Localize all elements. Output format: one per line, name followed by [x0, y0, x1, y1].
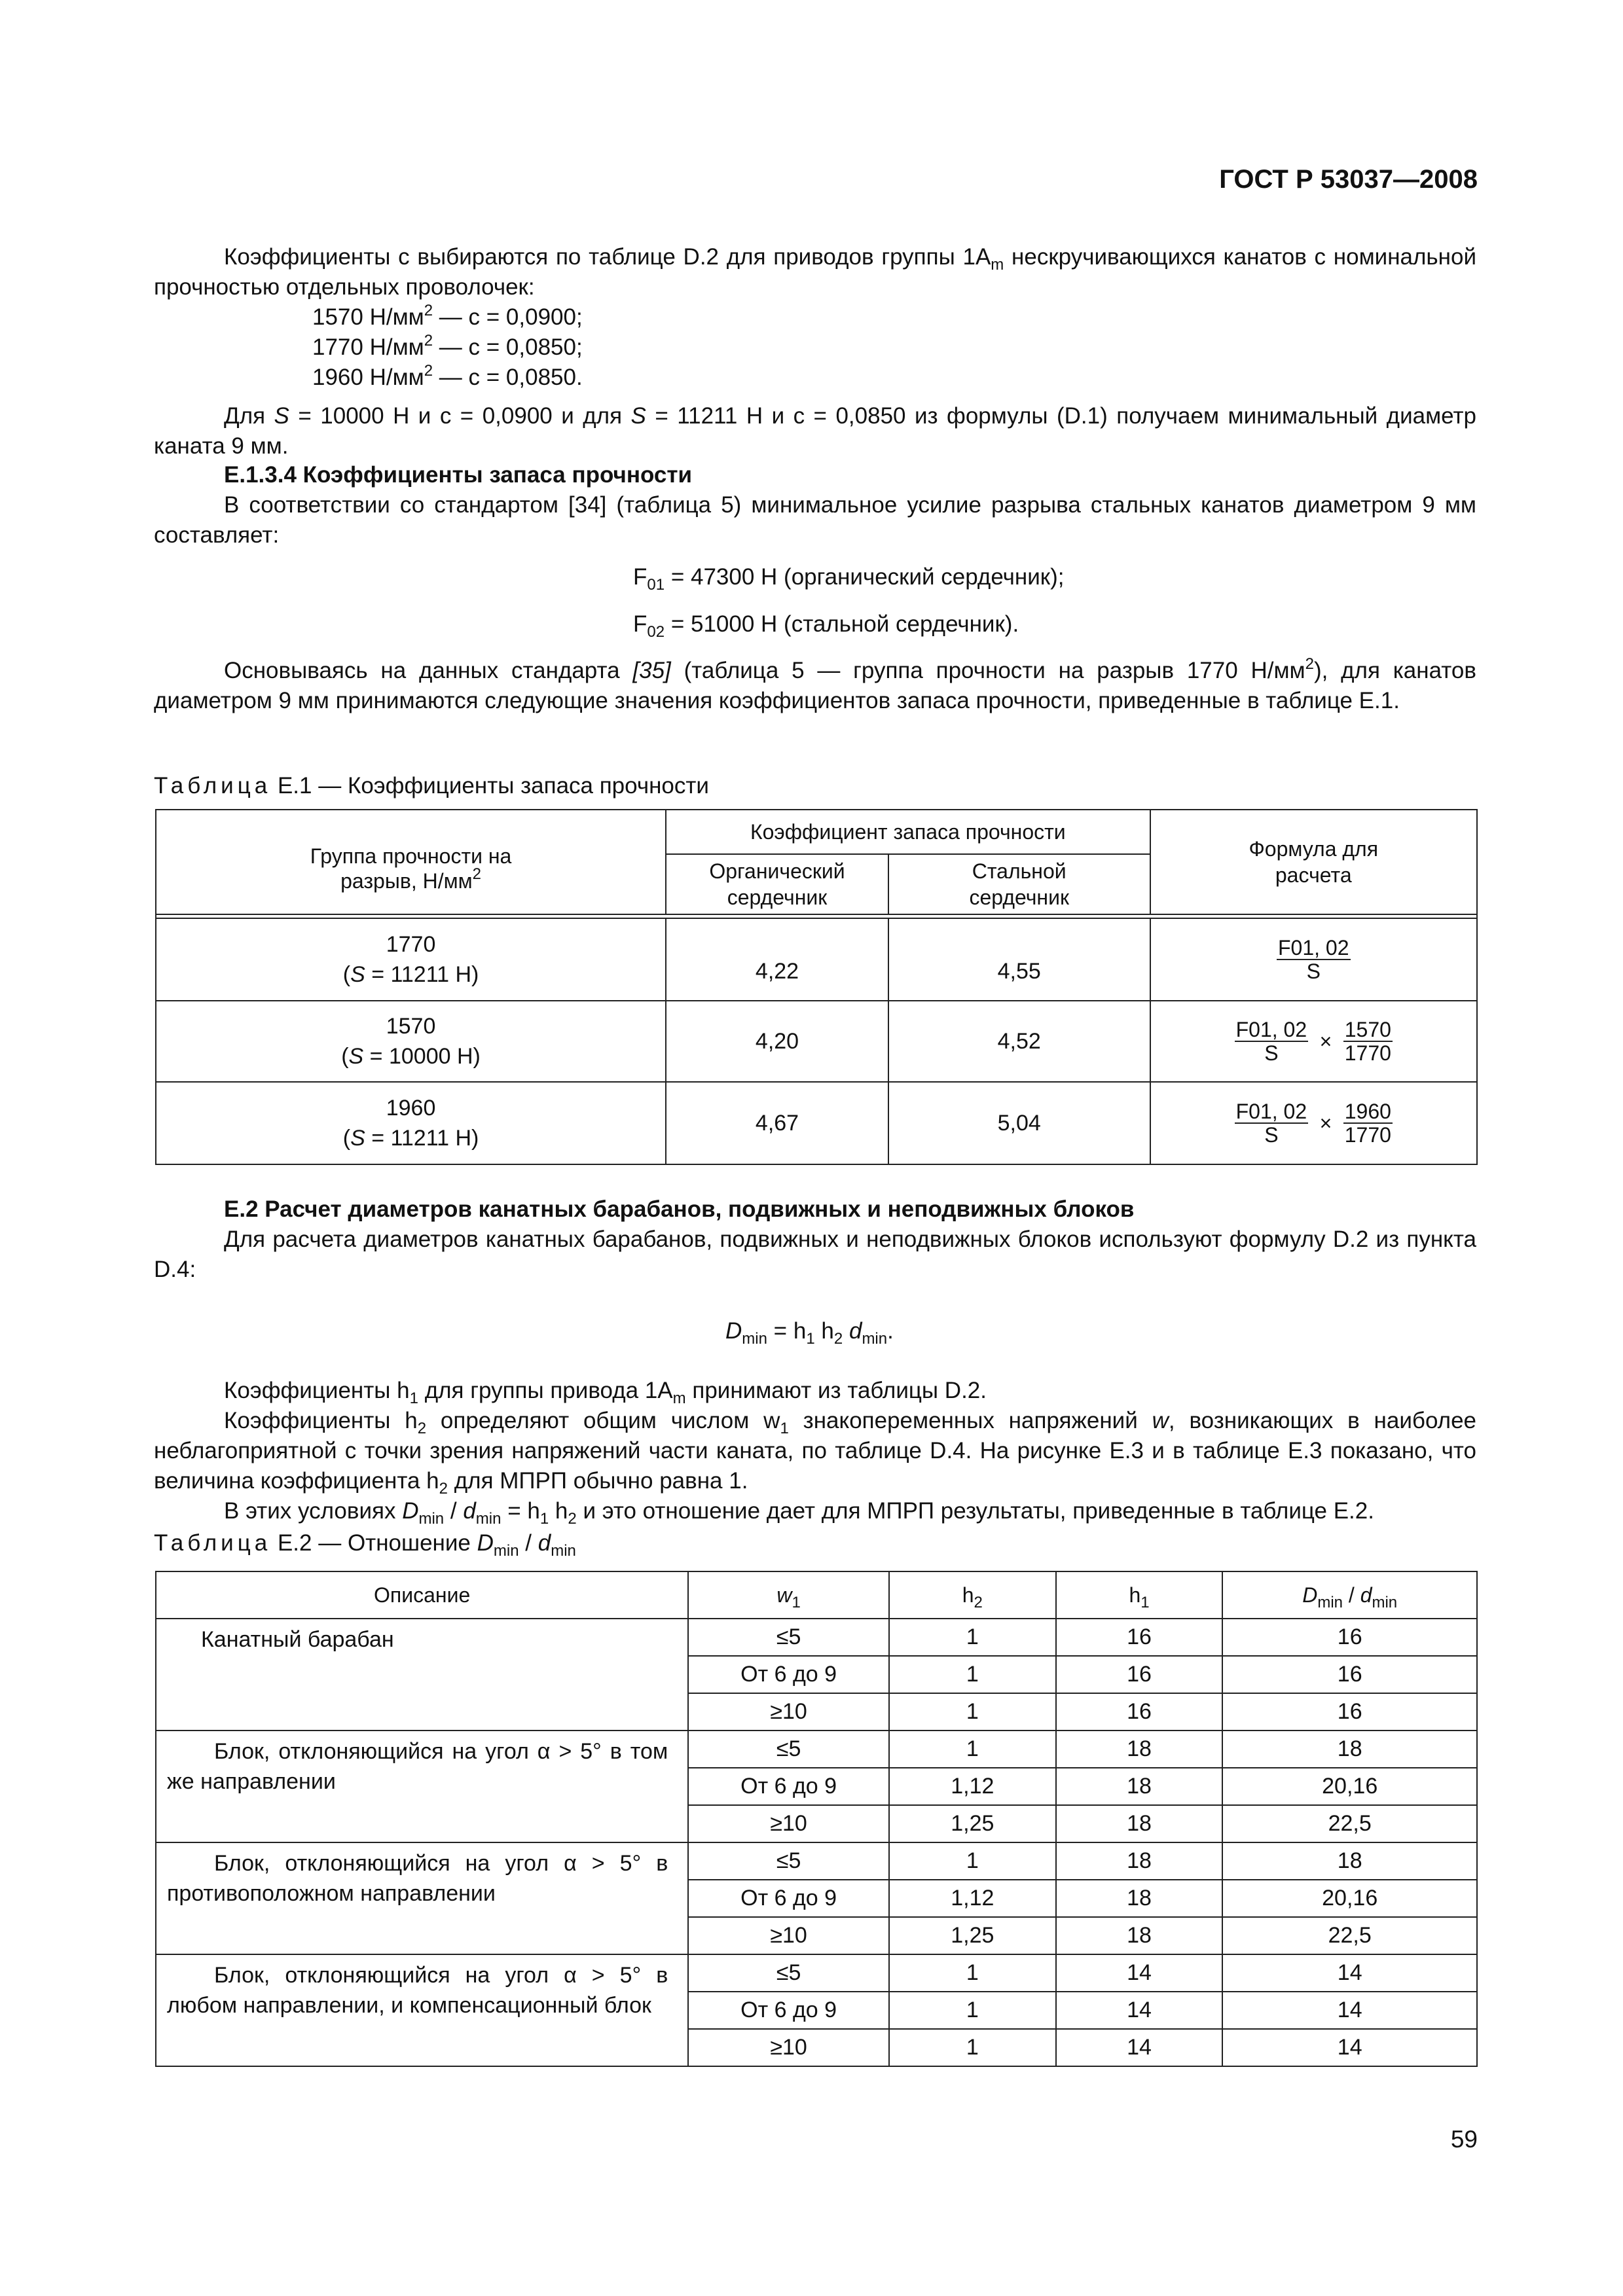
ratio-cell: 18: [1222, 1731, 1477, 1768]
h2-cell: 1: [889, 1731, 1056, 1768]
section-heading-e134: E.1.3.4 Коэффициенты запаса прочности: [224, 462, 693, 488]
paragraph-ratio: В этих условиях $D_{min} / d_{min} = h_1$ $h_2$ и это отношение дает для МПРП результаты, приведенные в таблице E.2.: [224, 1498, 1374, 1528]
coefficient-item: 1570 $Н/мм^2$ — c = 0,0900;: [312, 302, 583, 330]
h2-cell: 1: [889, 1693, 1056, 1731]
ratio-cell: 14: [1222, 1992, 1477, 2029]
paragraph-drum-diameter: Для расчета диаметров канатных барабанов, подвижных и неподвижных блоков используют формулу D.2 из пункта D.4:: [154, 1227, 1476, 1282]
h1-cell: 16: [1056, 1619, 1223, 1656]
description-cell: Блок, отклоняющийся на угол α > 5° в любом направлении, и компенсационный блок: [156, 1954, 688, 2066]
paragraph-safety-factors: Основываясь на данных стандарта [35] (таблица 5 — группа прочности на разрыв 1770 $Н/мм^2$), для канатов диаметром 9 мм принимаются следующие значения коэффициентов запаса прочности, приведенные в таблице E.1.: [154, 655, 1476, 713]
steel-value: 4,55: [888, 918, 1150, 1001]
paragraph-h1: Коэффициенты $h_1$ для группы привода $1A_m$ принимают из таблицы D.2.: [224, 1378, 987, 1407]
table-row: [156, 1619, 1477, 1656]
table-row: [156, 1842, 1477, 1880]
formula-fraction: $\frac{F01, 02}{S}$: [1235, 1018, 1307, 1065]
coefficient-item: 1960 $Н/мм^2$ — c = 0,0850.: [312, 362, 583, 390]
coefficient-item: 1770 $Н/мм^2$ — c = 0,0850;: [312, 332, 583, 360]
header-w1: $w_1$: [688, 1571, 889, 1619]
ratio-cell: 18: [1222, 1842, 1477, 1880]
formula-cell: $\frac{F01, 02}{S}$ × $\frac{1960}{1770}$: [1150, 1082, 1477, 1164]
table-row: [156, 1954, 1477, 1992]
paragraph-h2: Коэффициенты $h_2$ определяют общим числом $w_1$ знакопеременных напряжений w, возникающих в наиболее неблагоприятной с точки зрения напряжений части каната, по таблице D.4. На рисунке E.3 и в таблице E.3 показано, что величина коэффициента $h_2$ для МПРП обычно равна 1.: [154, 1408, 1476, 1498]
coefficient-list: [312, 302, 583, 393]
group-cell: 1960 (S = 11211 Н): [156, 1082, 666, 1164]
table-row: [156, 1731, 1477, 1768]
h2-cell: 1,25: [889, 1917, 1056, 1954]
ratio-cell: 14: [1222, 2029, 1477, 2066]
h1-cell: 16: [1056, 1656, 1223, 1693]
header-h1: $h_1$: [1056, 1571, 1223, 1619]
w1-cell: От 6 до 9: [688, 1880, 889, 1917]
h1-cell: 18: [1056, 1768, 1223, 1805]
h1-cell: 16: [1056, 1693, 1223, 1731]
table-row: [156, 1001, 1477, 1082]
description-cell: Канатный барабан: [156, 1619, 688, 1731]
h2-cell: 1,12: [889, 1880, 1056, 1917]
w1-cell: От 6 до 9: [688, 1992, 889, 2029]
description-cell: Блок, отклоняющийся на угол α > 5° в том же направлении: [156, 1731, 688, 1842]
ratio-cell: 16: [1222, 1693, 1477, 1731]
formula-f01: $F_{01} = 47300$ Н (органический сердечник);: [633, 564, 1065, 594]
h2-cell: 1: [889, 1619, 1056, 1656]
section-heading-e2: E.2 Расчет диаметров канатных барабанов, подвижных и неподвижных блоков: [224, 1196, 1135, 1222]
formula-cell: $\frac{F01, 02}{S}$ × $\frac{1570}{1770}$: [1150, 1001, 1477, 1082]
w1-cell: От 6 до 9: [688, 1656, 889, 1693]
formula-fraction: $\frac{F01, 02}{S}$: [1235, 1100, 1307, 1147]
paragraph-min-diameter: Для S = 10000 Н и c = 0,0900 и для S = 11211 Н и c = 0,0850 из формулы (D.1) получаем минимальный диаметр каната 9 мм.: [154, 403, 1476, 459]
ratio-fraction: $\frac{1960}{1770}$: [1344, 1100, 1391, 1147]
header-group: Группа прочности на разрыв, $Н/мм^2$: [156, 810, 666, 914]
table-e2: [155, 1571, 1478, 2067]
h1-cell: 14: [1056, 1992, 1223, 2029]
table-row: [156, 1082, 1477, 1164]
h1-cell: 18: [1056, 1842, 1223, 1880]
h2-cell: 1: [889, 2029, 1056, 2066]
header-coefficient: Коэффициент запаса прочности: [666, 810, 1150, 854]
h2-cell: 1,25: [889, 1805, 1056, 1842]
w1-cell: ≤5: [688, 1842, 889, 1880]
table-e2-caption: Таблица E.2 — Отношение $D_{min} / d_{min}$: [154, 1530, 576, 1560]
table-row: [156, 918, 1477, 1001]
ratio-cell: 16: [1222, 1656, 1477, 1693]
header-organic: Органический сердечник: [666, 854, 888, 914]
w1-cell: ≤5: [688, 1731, 889, 1768]
w1-cell: ≤5: [688, 1619, 889, 1656]
formula-f02: $F_{02} = 51000$ Н (стальной сердечник).: [633, 611, 1019, 641]
h1-cell: 18: [1056, 1917, 1223, 1954]
h2-cell: 1: [889, 1842, 1056, 1880]
ratio-cell: 16: [1222, 1619, 1477, 1656]
header-formula: Формула для расчета: [1150, 810, 1477, 914]
h2-cell: 1: [889, 1992, 1056, 2029]
h1-cell: 18: [1056, 1731, 1223, 1768]
formula-cell: [1150, 918, 1477, 1001]
ratio-cell: 22,5: [1222, 1917, 1477, 1954]
group-cell: 1770 (S = 11211 Н): [156, 918, 666, 1001]
h1-cell: 14: [1056, 2029, 1223, 2066]
steel-value: 5,04: [888, 1082, 1150, 1164]
formula-dmin: $D_{min} = h_1$ $h_2$ $d_{min}$.: [725, 1318, 894, 1348]
ratio-cell: 20,16: [1222, 1768, 1477, 1805]
ratio-cell: 20,16: [1222, 1880, 1477, 1917]
organic-value: 4,20: [666, 1001, 888, 1082]
organic-value: 4,22: [666, 918, 888, 1001]
table-e1: [155, 809, 1478, 1165]
ratio-cell: 14: [1222, 1954, 1477, 1992]
w1-cell: ≥10: [688, 1917, 889, 1954]
paragraph-coefficients-intro: Коэффициенты с выбираются по таблице D.2 для приводов группы $1A_m$ нескручивающихся канатов с номинальной прочностью отдельных проволочек:: [154, 244, 1476, 300]
header-ratio: $D_{min} / d_{min}$: [1222, 1571, 1477, 1619]
organic-value: 4,67: [666, 1082, 888, 1164]
header-description: Описание: [156, 1571, 688, 1619]
steel-value: 4,52: [888, 1001, 1150, 1082]
h1-cell: 14: [1056, 1954, 1223, 1992]
h2-cell: 1: [889, 1656, 1056, 1693]
w1-cell: ≥10: [688, 1693, 889, 1731]
h2-cell: 1: [889, 1954, 1056, 1992]
ratio-fraction: $\frac{1570}{1770}$: [1344, 1018, 1391, 1065]
table-e1-caption: Таблица E.1 — Коэффициенты запаса прочности: [154, 773, 709, 798]
description-cell: Блок, отклоняющийся на угол α > 5° в противоположном направлении: [156, 1842, 688, 1954]
group-cell: 1570 (S = 10000 Н): [156, 1001, 666, 1082]
header-h2: $h_2$: [889, 1571, 1056, 1619]
ratio-cell: 22,5: [1222, 1805, 1477, 1842]
w1-cell: ≤5: [688, 1954, 889, 1992]
w1-cell: ≥10: [688, 1805, 889, 1842]
document-code: ГОСТ Р 53037—2008: [1219, 165, 1478, 194]
formula-fraction: $\frac{F01, 02}{S}$: [1278, 936, 1349, 983]
header-steel: Стальной сердечник: [888, 854, 1150, 914]
h1-cell: 18: [1056, 1880, 1223, 1917]
w1-cell: ≥10: [688, 2029, 889, 2066]
h2-cell: 1,12: [889, 1768, 1056, 1805]
w1-cell: От 6 до 9: [688, 1768, 889, 1805]
page-number: 59: [1450, 2126, 1478, 2153]
paragraph-breaking-force: В соответствии со стандартом [34] (таблица 5) минимальное усилие разрыва стальных канатов диаметром 9 мм составляет:: [154, 492, 1476, 548]
h1-cell: 18: [1056, 1805, 1223, 1842]
